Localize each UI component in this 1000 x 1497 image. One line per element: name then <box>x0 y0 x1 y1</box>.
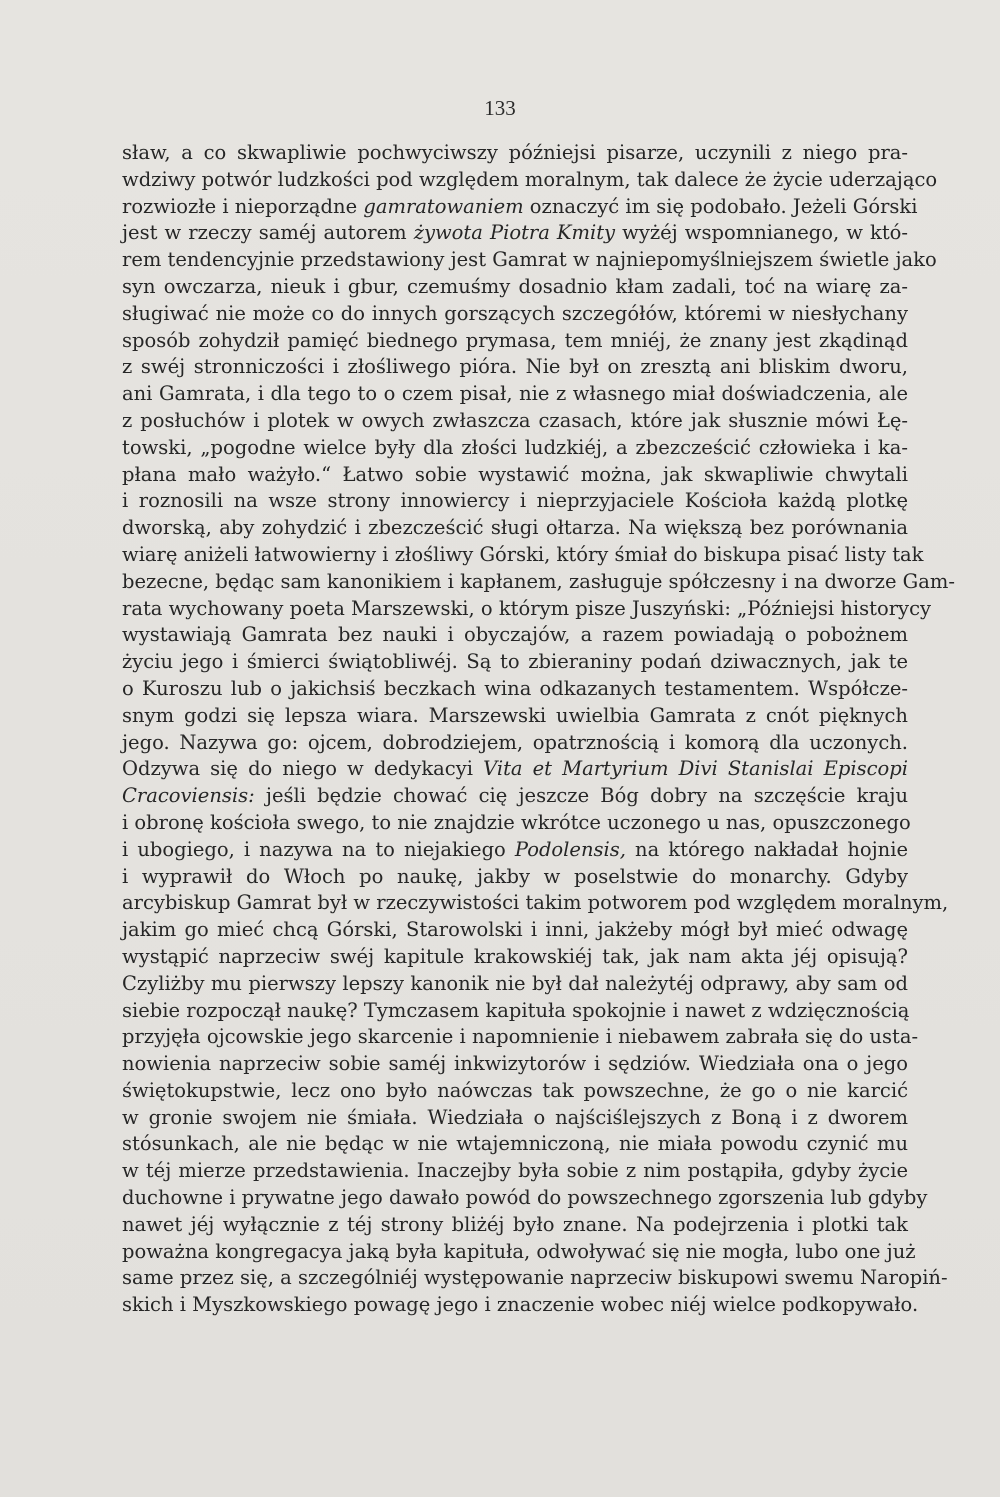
text-line <box>122 328 908 355</box>
text-segment: bezecne, będąc sam kanonikiem i kapłanem, zasługuje spółczesny i na dworze Gam- <box>122 569 955 593</box>
text-segment: same przez się, a szczególniéj występowanie naprzeciw biskupowi swemu Naropiń- <box>122 1266 948 1290</box>
text-segment: z swéj stronniczości i złośliwego pióra. Nie był on zresztą ani bliskim dworu, <box>122 355 908 379</box>
text-line <box>122 167 938 194</box>
text-line <box>122 649 908 676</box>
text-line <box>122 1051 908 1078</box>
text-segment: wdziwy potwór ludzkości pod względem moralnym, tak dalece że życie uderzająco <box>122 167 938 191</box>
text-segment: w gronie swojem nie śmiała. Wiedziała o najściślejszych z Boną i z dworem <box>122 1105 908 1129</box>
text-line <box>122 569 955 596</box>
text-segment: stósunkach, ale nie będąc w nie wtajemniczoną, nie miała powodu czynić mu <box>122 1132 908 1156</box>
text-segment: i wyprawił do Włoch po naukę, jakby w poselstwie do monarchy. Gdyby <box>122 864 908 888</box>
text-segment: przyjęła ojcowskie jego skarcenie i napomnienie i niebawem zabrała się do usta- <box>122 1025 919 1049</box>
text-line <box>122 676 908 703</box>
text-line <box>122 381 908 408</box>
text-line <box>122 220 908 247</box>
text-line <box>122 917 908 944</box>
text-line <box>122 1158 908 1185</box>
text-segment: duchowne i prywatne jego dawało powód do powszechnego zgorszenia lub gdyby <box>122 1186 928 1210</box>
text-segment: nowienia naprzeciw sobie saméj inkwizytorów i sędziów. Wiedziała ona o jego <box>122 1052 908 1076</box>
italic-title: Cracoviensis: <box>122 784 255 808</box>
text-line <box>122 247 937 274</box>
text-line <box>122 1105 908 1132</box>
text-segment: Odzywa się do niego w dedykacyi <box>122 757 484 781</box>
text-segment: arcybiskup Gamrat był w rzeczywistości takim potworem pod względem moralnym, <box>122 891 949 915</box>
text-segment: wyżéj wspomnianego, w któ- <box>615 221 908 245</box>
text-line <box>122 1265 948 1292</box>
text-segment: nawet jéj wyłącznie z téj strony bliżéj było znane. Na podejrzenia i plotki tak <box>122 1212 908 1236</box>
text-line <box>122 783 908 810</box>
text-segment: jakim go mieć chcą Górski, Starowolski i inni, jakżeby mógł był mieć odwagę <box>122 918 908 942</box>
text-segment: i obronę kościoła swego, to nie znajdzie wkrótce uczonego u nas, opuszczonego <box>122 810 911 834</box>
text-line <box>122 810 911 837</box>
text-segment: sposób zohydził pamięć biednego prymasa, tem mniéj, że znany jest zkądinąd <box>122 328 908 352</box>
text-line <box>122 1212 908 1239</box>
text-segment: w téj mierze przedstawienia. Inaczejby była sobie z nim postąpiła, gdyby życie <box>122 1159 908 1183</box>
text-segment: rem tendencyjnie przedstawiony jest Gamrat w najniepomyślniejszem świetle jako <box>122 248 937 272</box>
text-segment: na którego nakładał hojnie <box>625 837 908 861</box>
text-segment: poważna kongregacya jaką była kapituła, odwoływać się nie mogła, lubo one już <box>122 1239 916 1263</box>
text-segment: dworską, aby zohydzić i zbezcześcić sługi ołtarza. Na większą bez porównania <box>122 516 908 540</box>
text-line <box>122 515 908 542</box>
text-segment: o Kuroszu lub o jakichsiś beczkach wina odkazanych testamentem. Współcze- <box>122 676 908 700</box>
text-line <box>122 864 908 891</box>
text-line <box>122 140 908 167</box>
text-segment: Czyliżby mu pierwszy lepszy kanonik nie był dał należytéj odprawy, aby sam od <box>122 971 908 995</box>
text-segment: świętokupstwie, lecz ono było naówczas tak powszechne, że go o nie karcić <box>122 1078 908 1102</box>
italic-title: żywota Piotra Kmity <box>413 221 616 245</box>
text-segment: wystawiają Gamrata bez nauki i obyczajów, a razem powiadają o pobożnem <box>122 623 908 647</box>
text-line <box>122 1292 919 1319</box>
body-text <box>122 140 955 1319</box>
text-line <box>122 488 908 515</box>
text-segment: snym godzi się lepsza wiara. Marszewski uwielbia Gamrata z cnót pięknych <box>122 703 908 727</box>
text-segment: sław, a co skwapliwie pochwyciwszy późniejsi pisarze, uczynili z niego pra- <box>122 141 908 164</box>
text-line <box>122 408 908 435</box>
text-line <box>122 301 908 328</box>
text-segment: z posłuchów i plotek w owych zwłaszcza czasach, które jak słusznie mówi Łę- <box>122 408 908 432</box>
italic-title: Vita et Martyrium Divi Stanislai Episcopi <box>483 757 908 781</box>
text-segment: jeśli będzie chować cię jeszcze Bóg dobry na szczęście kraju <box>254 784 908 808</box>
text-line <box>122 971 908 998</box>
text-line <box>122 435 908 462</box>
text-segment: wiarę aniżeli łatwowierny i złośliwy Górski, który śmiał do biskupa pisać listy tak <box>122 542 924 566</box>
text-segment: płana mało ważyło.“ Łatwo sobie wystawić można, jak skwapliwie chwytali <box>122 462 908 486</box>
text-line <box>122 542 924 569</box>
text-line <box>122 462 908 489</box>
text-segment: rozwiozłe i nieporządne <box>122 194 364 218</box>
text-segment: siebie rozpoczął naukę? Tymczasem kapituła spokojnie i nawet z wdzięcznością <box>122 998 910 1022</box>
text-segment: życiu jego i śmierci świątobliwéj. Są to zbieraniny podań dziwacznych, jak te <box>122 650 908 674</box>
text-segment: wystąpić naprzeciw swéj kapitule krakowskiéj tak, jak nam akta jéj opisują? <box>122 944 908 968</box>
text-line <box>122 1239 916 1266</box>
text-segment: rata wychowany poeta Marszewski, o którym pisze Juszyński: „Późniejsi historycy <box>122 596 932 620</box>
text-line <box>122 730 908 757</box>
text-line <box>122 1185 928 1212</box>
text-segment: syn owczarza, nieuk i gbur, czemuśmy dosadnio kłam zadali, toć na wiarę za- <box>122 274 908 298</box>
text-line <box>122 596 932 623</box>
text-segment: jego. Nazywa go: ojcem, dobrodziejem, opatrznością i komorą dla uczonych. <box>122 730 908 754</box>
text-line <box>122 354 908 381</box>
text-segment: towski, „pogodne wielce były dla złości ludzkiéj, a zbezcześcić człowieka i ka- <box>122 435 908 459</box>
text-segment: jest w rzeczy saméj autorem <box>122 221 414 245</box>
text-line <box>122 837 908 864</box>
text-segment: oznaczyć im się podobało. Jeżeli Górski <box>523 194 918 218</box>
text-segment: i ubogiego, i nazywa na to niejakiego <box>122 837 515 861</box>
text-line <box>122 1078 908 1105</box>
text-line <box>122 1024 919 1051</box>
text-line <box>122 756 908 783</box>
text-line <box>122 194 918 221</box>
text-line <box>122 890 949 917</box>
text-line <box>122 703 908 730</box>
text-line <box>122 998 908 1025</box>
page-number: 133 <box>484 96 516 120</box>
italic-title: Podolensis, <box>514 837 626 861</box>
text-line <box>122 274 908 301</box>
text-segment: sługiwać nie może co do innych gorszących szczegółów, któremi w niesłychany <box>122 301 908 325</box>
text-segment: i roznosili na wsze strony innowiercy i nieprzyjaciele Kościoła każdą plotkę <box>122 489 908 513</box>
text-segment: ani Gamrata, i dla tego to o czem pisał, nie z własnego miał doświadczenia, ale <box>122 382 908 406</box>
text-line <box>122 944 908 971</box>
text-line <box>122 622 908 649</box>
italic-title: gamratowaniem <box>363 194 524 218</box>
text-line <box>122 1131 908 1158</box>
text-segment: skich i Myszkowskiego powagę jego i znaczenie wobec niéj wielce podkopywało. <box>122 1293 919 1317</box>
